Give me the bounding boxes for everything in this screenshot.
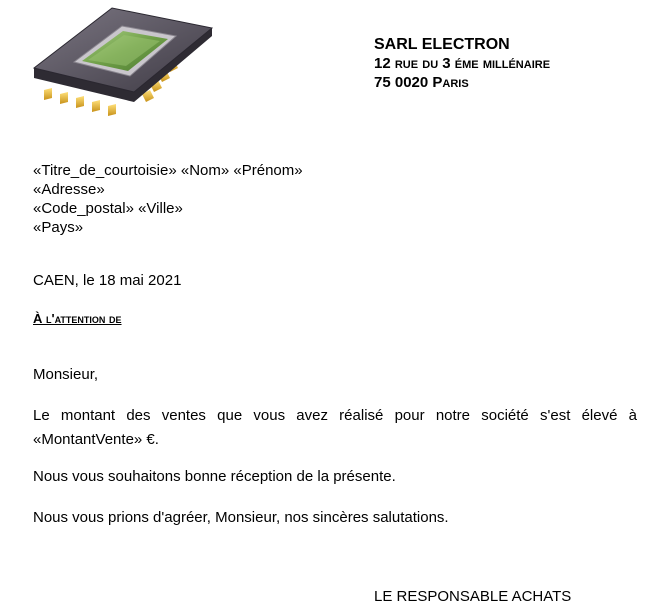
- recipient-country-field: «Pays»: [33, 219, 84, 236]
- company-header: [374, 35, 550, 92]
- signature-title: LE RESPONSABLE ACHATS: [374, 588, 572, 605]
- letter-date: CAEN, le 18 mai 2021: [33, 272, 182, 289]
- company-name: SARL ELECTRON: [374, 36, 510, 53]
- salutation: Monsieur,: [33, 366, 99, 383]
- recipient-address-field: «Adresse»: [33, 181, 105, 198]
- attention-line: À l'attention de: [33, 311, 122, 326]
- microchip-icon: [26, 6, 216, 118]
- recipient-postal-city-field: «Code_postal» «Ville»: [33, 200, 183, 217]
- body-paragraph-reception: Nous vous souhaitons bonne réception de la présente.: [33, 468, 396, 485]
- company-address: 12 rue du 3 éme millénaire: [374, 55, 551, 72]
- company-city: 75 0020 Paris: [374, 74, 469, 91]
- body-paragraph-closing: Nous vous prions d'agréer, Monsieur, nos sincères salutations.: [33, 509, 449, 526]
- body-paragraph-amount: Le montant des ventes que vous avez réalisé pour notre société s'est élevé à «MontantVente» €.: [33, 407, 637, 448]
- recipient-name-field: «Titre_de_courtoisie» «Nom» «Prénom»: [33, 162, 303, 179]
- recipient-block: [33, 161, 303, 237]
